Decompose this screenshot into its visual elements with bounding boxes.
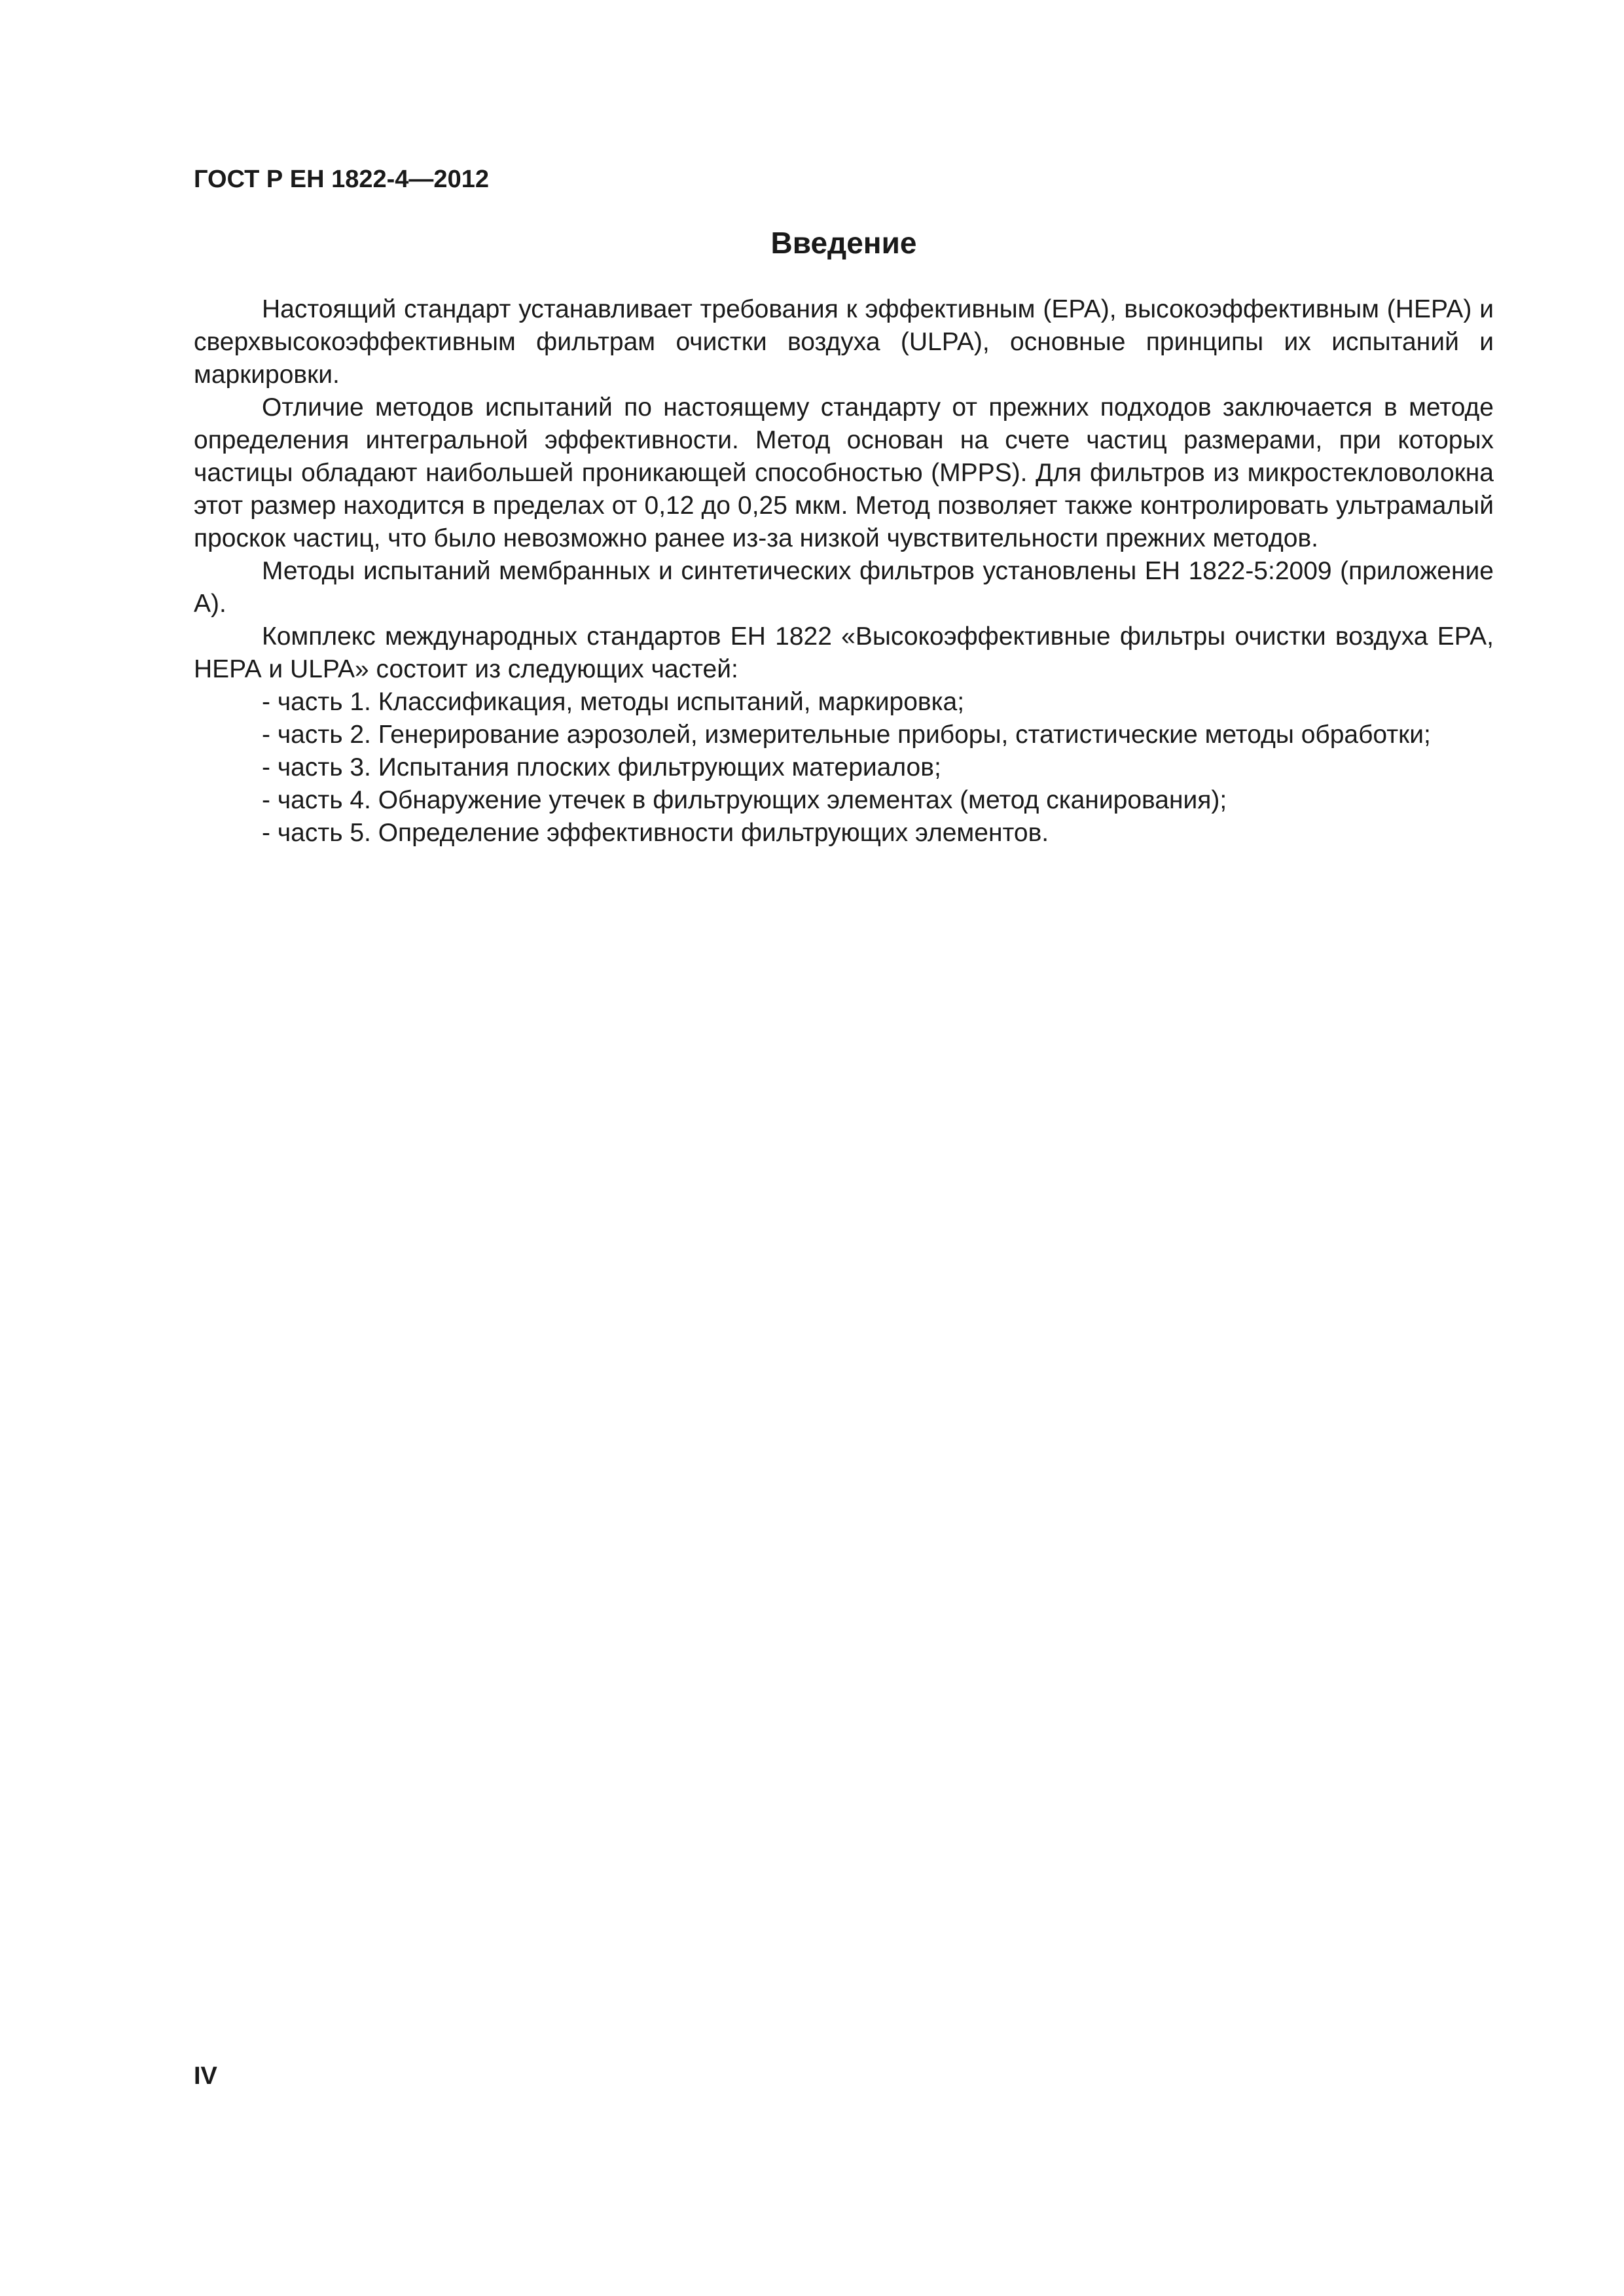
- list-item-part-2: - часть 2. Генерирование аэрозолей, измерительные приборы, статистические методы обработки;: [262, 721, 1431, 749]
- paragraph-scope: Настоящий стандарт устанавливает требования к эффективным (ЕРА), высокоэффективным (НЕРА) и сверхвысокоэффективным фильтрам очистки воздуха (ULPA), основные принципы их испытаний и маркировки.: [194, 295, 1494, 389]
- paragraph-method-difference: Отличие методов испытаний по настоящему стандарту от прежних подходов заключается в методе определения интегральной эффективности. Метод основан на счете частиц размерами, при которых частицы обладают наибольшей проникающей способностью (MPPS). Для фильтров из микростекловолокна этот размер находится в пределах от 0,12 до 0,25 мкм. Метод позволяет также контролировать ультрамалый проскок частиц, что было невозможно ранее из-за низкой чувствительности прежних методов.: [194, 393, 1494, 552]
- paragraph-membrane-filters: Методы испытаний мембранных и синтетических фильтров установлены ЕН 1822-5:2009 (приложение А).: [194, 557, 1494, 618]
- section-title: Введение: [770, 226, 917, 260]
- document-code-header: ГОСТ Р ЕН 1822-4—2012: [194, 166, 489, 193]
- standard-parts-list: [194, 686, 1494, 850]
- list-item-part-5: - часть 5. Определение эффективности фильтрующих элементов.: [262, 819, 1049, 847]
- list-item-part-1: - часть 1. Классификация, методы испытаний, маркировка;: [262, 688, 965, 716]
- page-number: IV: [194, 2062, 217, 2090]
- list-item-part-4: - часть 4. Обнаружение утечек в фильтрующих элементах (метод сканирования);: [262, 786, 1227, 814]
- paragraph-standard-series: Комплекс международных стандартов ЕН 1822 «Высокоэффективные фильтры очистки воздуха ЕРА, НЕРА и ULPA» состоит из следующих частей:: [194, 622, 1494, 683]
- introduction-body: [194, 293, 1494, 850]
- list-item-part-3: - часть 3. Испытания плоских фильтрующих материалов;: [262, 753, 941, 781]
